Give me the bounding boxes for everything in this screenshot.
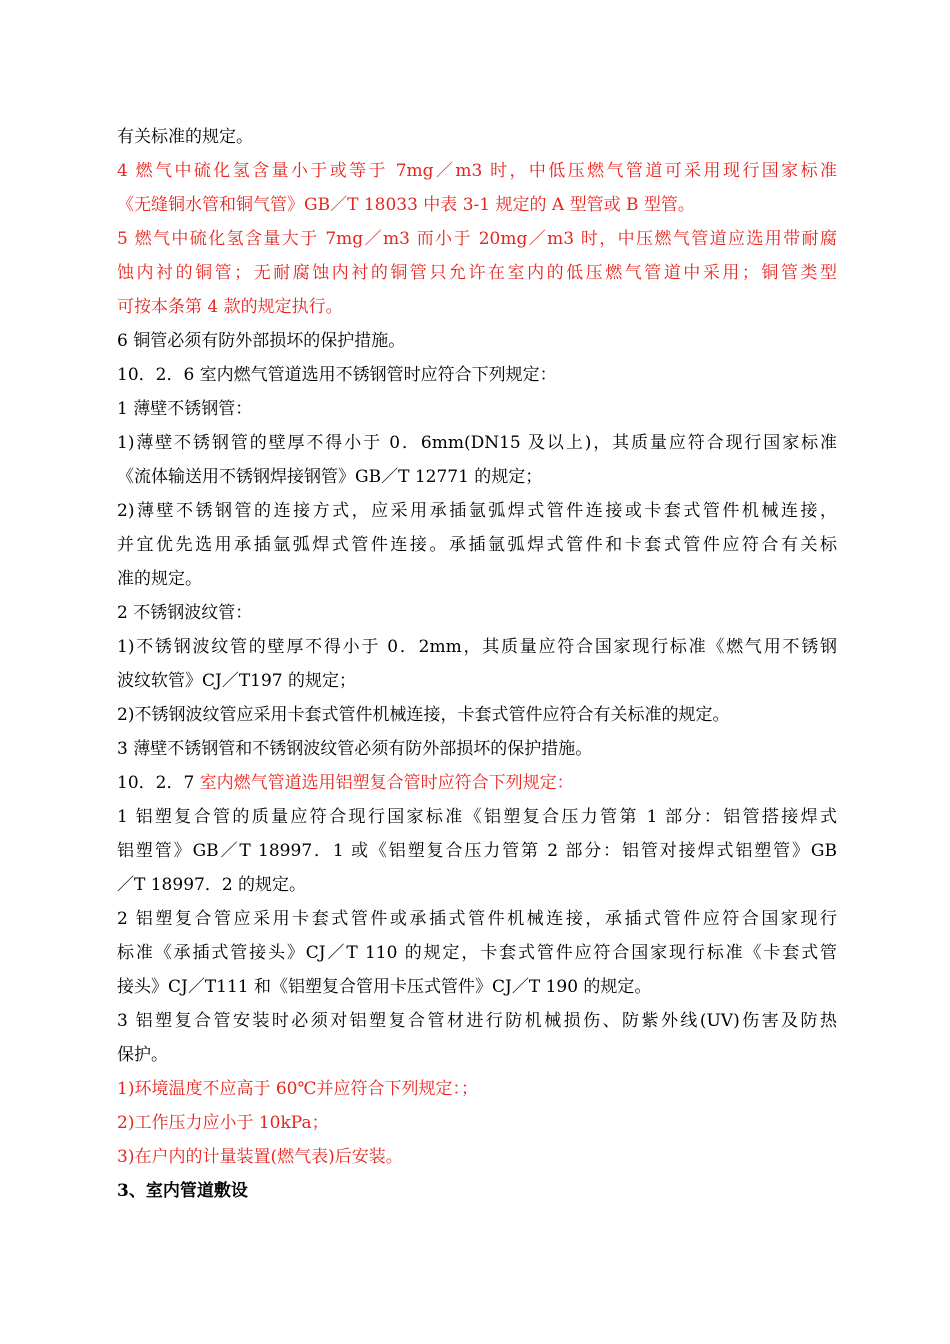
paragraph <box>117 324 837 358</box>
paragraph <box>117 494 837 596</box>
paragraph <box>117 426 837 494</box>
document-body <box>117 120 837 1208</box>
text-line: 3 铝塑复合管安装时必须对铝塑复合管材进行防机械损伤、防紫外线(UV)伤害及防热 <box>117 1011 837 1031</box>
text-line: 准的规定。 <box>117 569 202 589</box>
paragraph <box>117 800 837 902</box>
text-line: 1 铝塑复合管的质量应符合现行国家标准《铝塑复合压力管第 1 部分：铝管搭接焊式 <box>117 807 837 827</box>
clause-heading <box>117 766 837 800</box>
text-line: 波纹软管》CJ／T197 的规定； <box>117 671 357 691</box>
text-line: 5 燃气中硫化氢含量大于 7mg／m3 而小于 20mg／m3 时，中压燃气管道应选用带耐腐 <box>117 229 837 249</box>
paragraph <box>117 120 837 154</box>
paragraph <box>117 596 837 630</box>
text-line: 标准《承插式管接头》CJ／T 110 的规定，卡套式管件应符合国家现行标准《卡套式管 <box>117 943 837 963</box>
paragraph-highlighted <box>117 1106 837 1140</box>
text-line: 2)不锈钢波纹管应采用卡套式管件机械连接，卡套式管件应符合有关标准的规定。 <box>117 705 730 725</box>
text-line: 1 薄壁不锈钢管： <box>117 399 253 419</box>
text-line: 1)不锈钢波纹管的壁厚不得小于 0．2mm，其质量应符合国家现行标准《燃气用不锈钢 <box>117 637 837 657</box>
text-line: 6 铜管必须有防外部损坏的保护措施。 <box>117 331 406 351</box>
text-line: 并宜优先选用承插氩弧焊式管件连接。承插氩弧焊式管件和卡套式管件应符合有关标 <box>117 535 837 555</box>
text-line: 蚀内衬的铜管；无耐腐蚀内衬的铜管只允许在室内的低压燃气管道中采用；铜管类型 <box>117 263 837 283</box>
paragraph <box>117 392 837 426</box>
text-line: 1)环境温度不应高于 60℃并应符合下列规定：； <box>117 1079 479 1099</box>
text-line: 2)薄壁不锈钢管的连接方式，应采用承插氩弧焊式管件连接或卡套式管件机械连接， <box>117 501 837 521</box>
paragraph <box>117 1004 837 1072</box>
paragraph-highlighted <box>117 154 837 222</box>
text-line: ／T 18997．2 的规定。 <box>117 875 307 895</box>
text-line: 保护。 <box>117 1045 168 1065</box>
text-line: 2 铝塑复合管应采用卡套式管件或承插式管件机械连接，承插式管件应符合国家现行 <box>117 909 837 929</box>
paragraph <box>117 732 837 766</box>
paragraph-highlighted <box>117 222 837 324</box>
text-line: 3 薄壁不锈钢管和不锈钢波纹管必须有防外部损坏的保护措施。 <box>117 739 593 759</box>
text-line: 4 燃气中硫化氢含量小于或等于 7mg／m3 时，中低压燃气管道可采用现行国家标准 <box>117 161 837 181</box>
clause-title-highlighted: 室内燃气管道选用铝塑复合管时应符合下列规定： <box>199 773 574 793</box>
text-line: 有关标准的规定。 <box>117 127 253 147</box>
text-line: 《无缝铜水管和铜气管》GB／T 18033 中表 3-1 规定的 A 型管或 B 型管。 <box>117 195 695 215</box>
text-line: 2)工作压力应小于 10kPa； <box>117 1113 329 1133</box>
text-line: 1)薄壁不锈钢管的壁厚不得小于 0．6mm(DN15 及以上)，其质量应符合现行国家标准 <box>117 433 837 453</box>
paragraph <box>117 698 837 732</box>
section-heading-text: 3、室内管道敷设 <box>117 1181 248 1201</box>
text-line <box>117 766 837 800</box>
paragraph <box>117 630 837 698</box>
paragraph <box>117 902 837 1004</box>
clause-heading <box>117 358 837 392</box>
text-line: 接头》CJ／T111 和《铝塑复合管用卡压式管件》CJ／T 190 的规定。 <box>117 977 652 997</box>
paragraph-highlighted <box>117 1140 837 1174</box>
paragraph-highlighted <box>117 1072 837 1106</box>
text-line: 可按本条第 4 款的规定执行。 <box>117 297 343 317</box>
text-line: 《流体输送用不锈钢焊接钢管》GB／T 12771 的规定； <box>117 467 543 487</box>
section-heading <box>117 1174 837 1208</box>
clause-number: 10．2．7 <box>117 773 200 793</box>
text-line: 3)在户内的计量装置(燃气表)后安装。 <box>117 1147 403 1167</box>
text-line: 10．2．6 室内燃气管道选用不锈钢管时应符合下列规定： <box>117 365 557 385</box>
text-line: 铝塑管》GB／T 18997．1 或《铝塑复合压力管第 2 部分：铝管对接焊式铝塑管》GB <box>117 841 837 861</box>
text-line: 2 不锈钢波纹管： <box>117 603 253 623</box>
